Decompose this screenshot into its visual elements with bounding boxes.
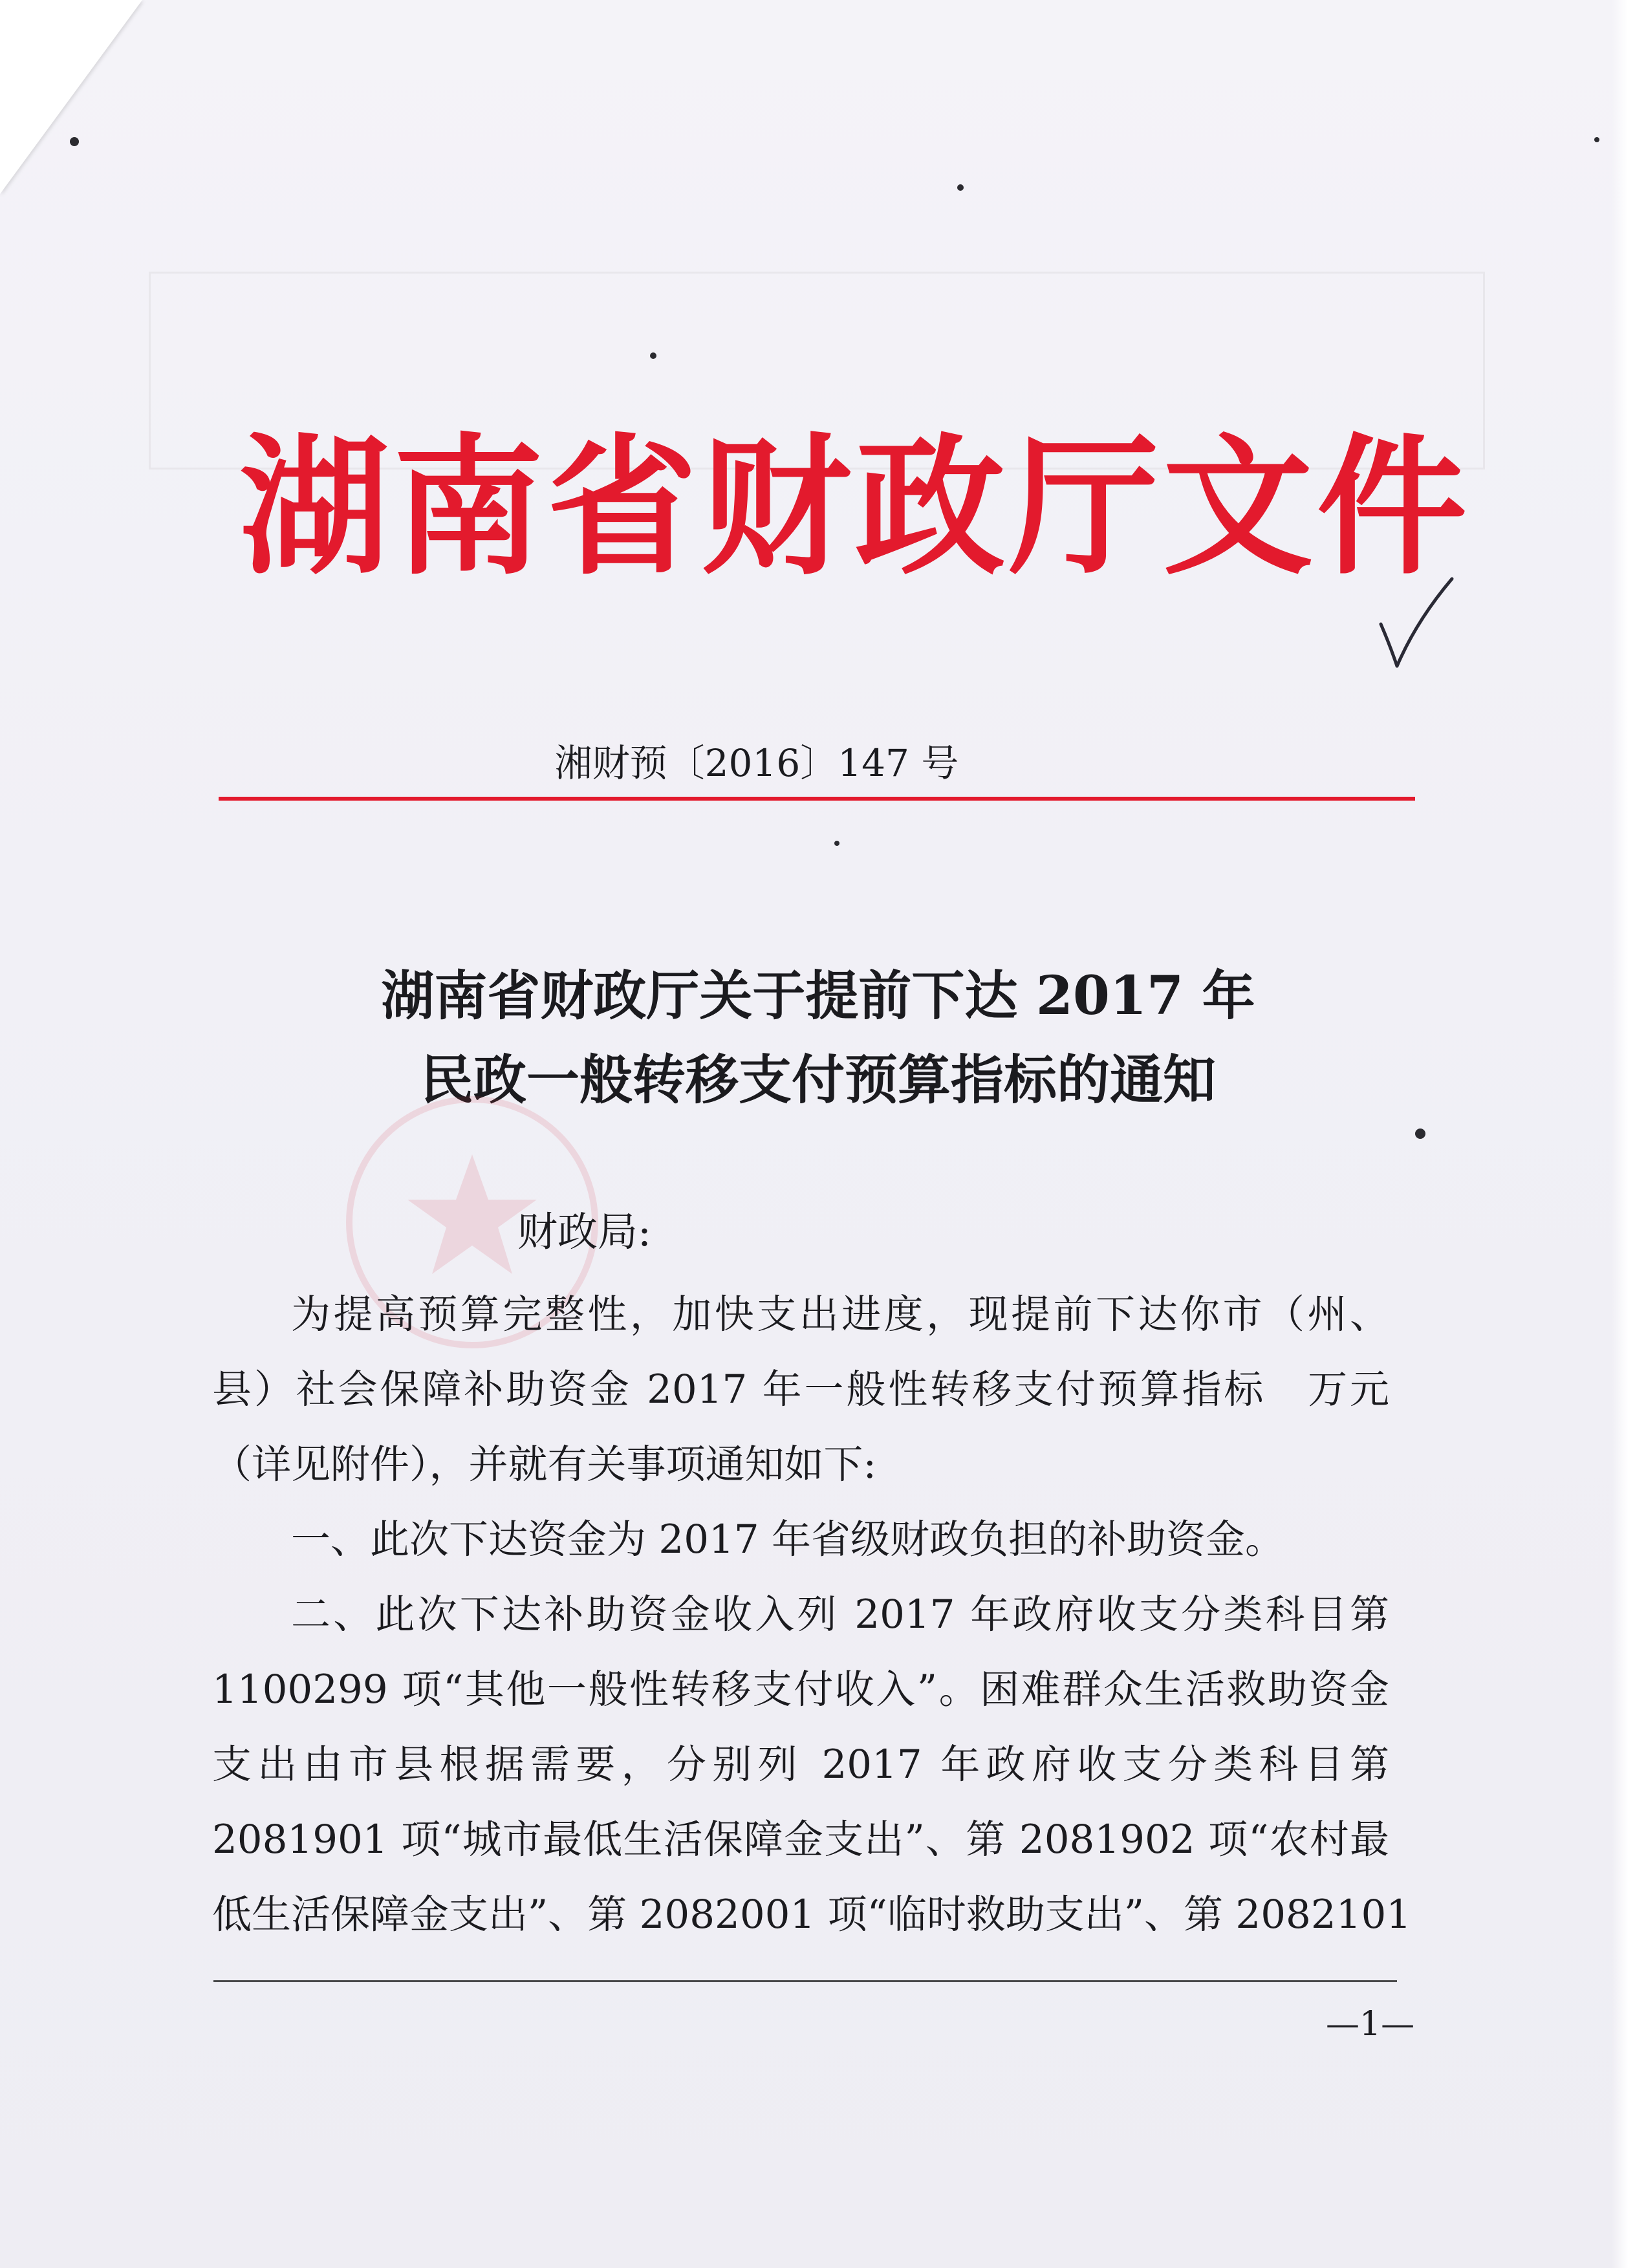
notice-title-line-1: 湖南省财政厅关于提前下达 2017 年 xyxy=(381,965,1255,1027)
paper-speck xyxy=(70,137,79,146)
body-line: 低生活保障金支出”、第 2082001 项“临时救助支出”、第 2082101 xyxy=(212,1892,1412,1938)
notice-title-line-2: 民政一般转移支付预算指标的通知 xyxy=(420,1049,1216,1111)
body-text xyxy=(212,1277,1412,1952)
paper-speck xyxy=(834,841,839,846)
footer-rule xyxy=(213,1980,1397,1982)
page-number: —1— xyxy=(1326,2005,1415,2044)
addressee: 财政局: xyxy=(517,1208,651,1255)
paper-edge xyxy=(1612,0,1635,2268)
body-line: 为提高预算完整性，加快支出进度，现提前下达你市（州、 xyxy=(291,1291,1389,1337)
paper-speck xyxy=(957,184,964,191)
body-line: 2081901 项“城市最低生活保障金支出”、第 2081902 项“农村最 xyxy=(212,1817,1389,1863)
paper-speck xyxy=(650,352,656,359)
body-line: 1100299 项“其他一般性转移支付收入”。困难群众生活救助资金 xyxy=(212,1667,1389,1712)
issuer-header: 湖南省财政厅文件 xyxy=(239,420,1471,595)
paper-speck xyxy=(1415,1129,1425,1139)
paper-speck xyxy=(1594,137,1599,142)
body-line: 一、此次下达资金为 2017 年省级财政负担的补助资金。 xyxy=(291,1517,1285,1562)
body-line: 县）社会保障补助资金 2017 年一般性转移支付预算指标 万元 xyxy=(212,1366,1389,1412)
document-number: 湘财预〔2016〕147 号 xyxy=(554,741,959,785)
red-divider xyxy=(219,797,1415,801)
body-line: 支出由市县根据需要，分别列 2017 年政府收支分类科目第 xyxy=(212,1742,1389,1787)
handwritten-check-icon xyxy=(1365,569,1462,698)
folded-corner xyxy=(0,0,142,194)
body-line: 二、此次下达补助资金收入列 2017 年政府收支分类科目第 xyxy=(291,1592,1389,1637)
body-line: （详见附件），并就有关事项通知如下: xyxy=(212,1442,877,1487)
